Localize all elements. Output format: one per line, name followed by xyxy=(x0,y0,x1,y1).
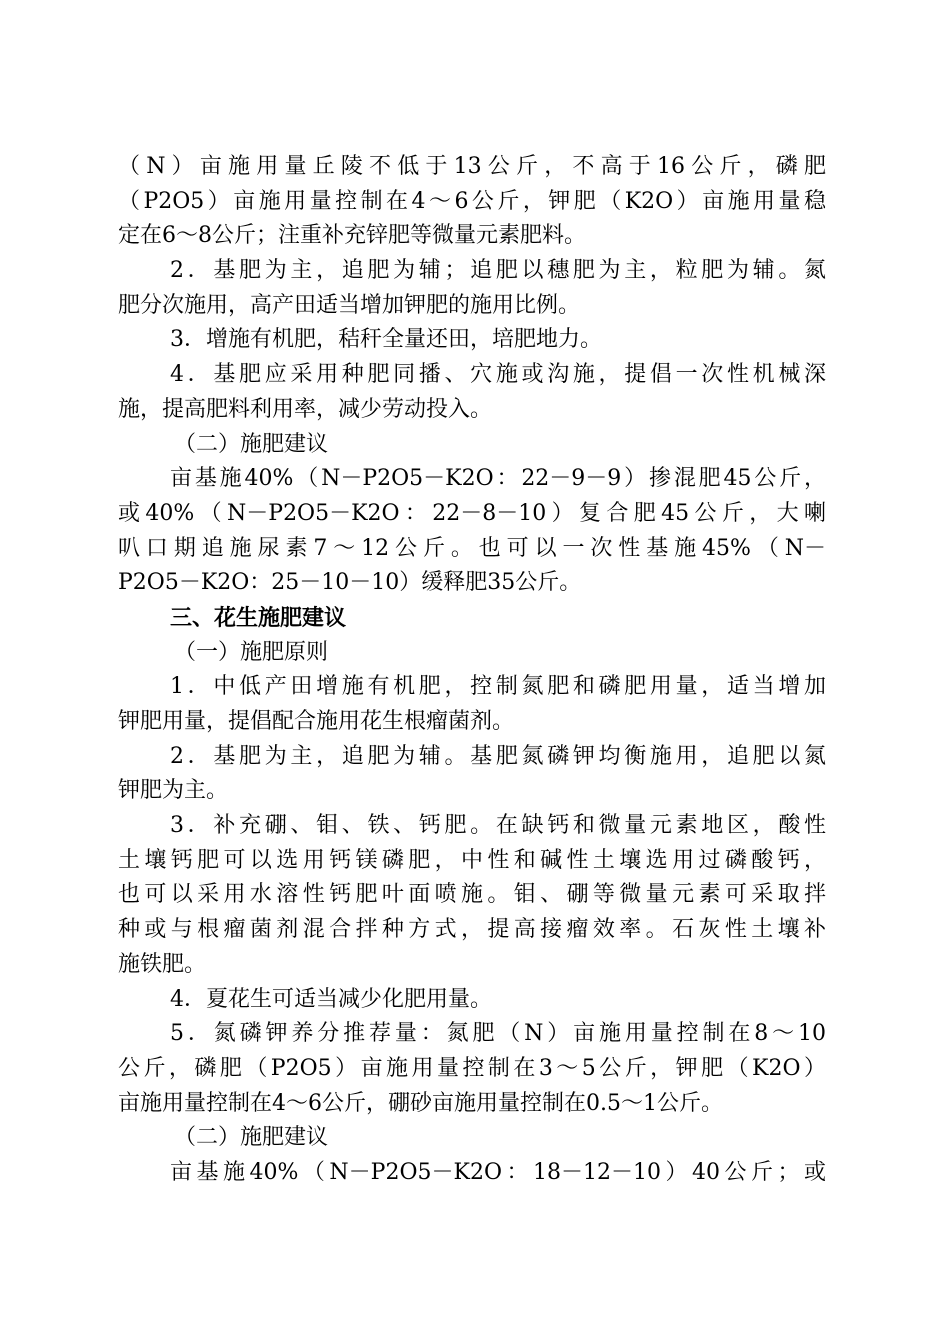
body-line: 施，提高肥料利用率，减少劳动投入。 xyxy=(118,396,493,422)
body-line: P2O5－K2O：25－10－10）缓释肥35公斤。 xyxy=(118,570,582,596)
body-line: （P2O5）亩施用量控制在4～6公斤，钾肥（K2O）亩施用量稳 xyxy=(118,188,826,214)
body-line: 亩基施40%（N－P2O5－K2O：22－9－9）掺混肥45公斤， xyxy=(170,466,826,492)
section-heading: 三、花生施肥建议 xyxy=(170,604,347,631)
body-line: 土壤钙肥可以选用钙镁磷肥，中性和碱性土壤选用过磷酸钙， xyxy=(118,847,826,873)
body-line: 4．夏花生可适当减少化肥用量。 xyxy=(170,986,492,1012)
body-line: 叭口期追施尿素7～12公斤。也可以一次性基施45%（N－ xyxy=(118,535,826,561)
body-line: 钾肥为主。 xyxy=(118,778,229,804)
body-line: 肥分次施用，高产田适当增加钾肥的施用比例。 xyxy=(118,292,581,318)
body-line: 亩基施40%（N－P2O5－K2O：18－12－10）40公斤；或 xyxy=(170,1159,826,1185)
subsection-heading: （二）施肥建议 xyxy=(174,1125,329,1151)
body-line: 也可以采用水溶性钙肥叶面喷施。钼、硼等微量元素可采取拌 xyxy=(118,882,826,908)
document-body xyxy=(118,150,826,1191)
body-line: 2．基肥为主，追肥为辅；追肥以穗肥为主，粒肥为辅。氮 xyxy=(170,258,826,284)
body-line: 5．氮磷钾养分推荐量：氮肥（N）亩施用量控制在8～10 xyxy=(170,1021,826,1047)
subsection-heading: （一）施肥原则 xyxy=(174,639,329,665)
body-line: 3．补充硼、钼、铁、钙肥。在缺钙和微量元素地区，酸性 xyxy=(170,813,826,839)
body-line: 4．基肥应采用种肥同播、穴施或沟施，提倡一次性机械深 xyxy=(170,362,826,388)
body-line: 定在6～8公斤；注重补充锌肥等微量元素肥料。 xyxy=(118,223,586,249)
body-line: 施铁肥。 xyxy=(118,951,207,977)
body-line: 种或与根瘤菌剂混合拌种方式，提高接瘤效率。石灰性土壤补 xyxy=(118,917,826,943)
body-line: 钾肥用量，提倡配合施用花生根瘤菌剂。 xyxy=(118,709,515,734)
body-line: 3．增施有机肥，秸秆全量还田，培肥地力。 xyxy=(170,327,602,353)
body-line: （N）亩施用量丘陵不低于13公斤，不高于16公斤，磷肥 xyxy=(118,154,826,179)
body-line: 公斤，磷肥（P2O5）亩施用量控制在3～5公斤，钾肥（K2O） xyxy=(118,1055,826,1081)
body-line: 或40%（N－P2O5－K2O：22－8－10）复合肥45公斤，大喇 xyxy=(118,500,826,526)
body-line: 亩施用量控制在4～6公斤，硼砂亩施用量控制在0.5～1公斤。 xyxy=(118,1090,723,1116)
subsection-heading: （二）施肥建议 xyxy=(174,431,329,457)
body-line: 2．基肥为主，追肥为辅。基肥氮磷钾均衡施用，追肥以氮 xyxy=(170,743,826,769)
body-line: 1．中低产田增施有机肥，控制氮肥和磷肥用量，适当增加 xyxy=(170,674,826,700)
